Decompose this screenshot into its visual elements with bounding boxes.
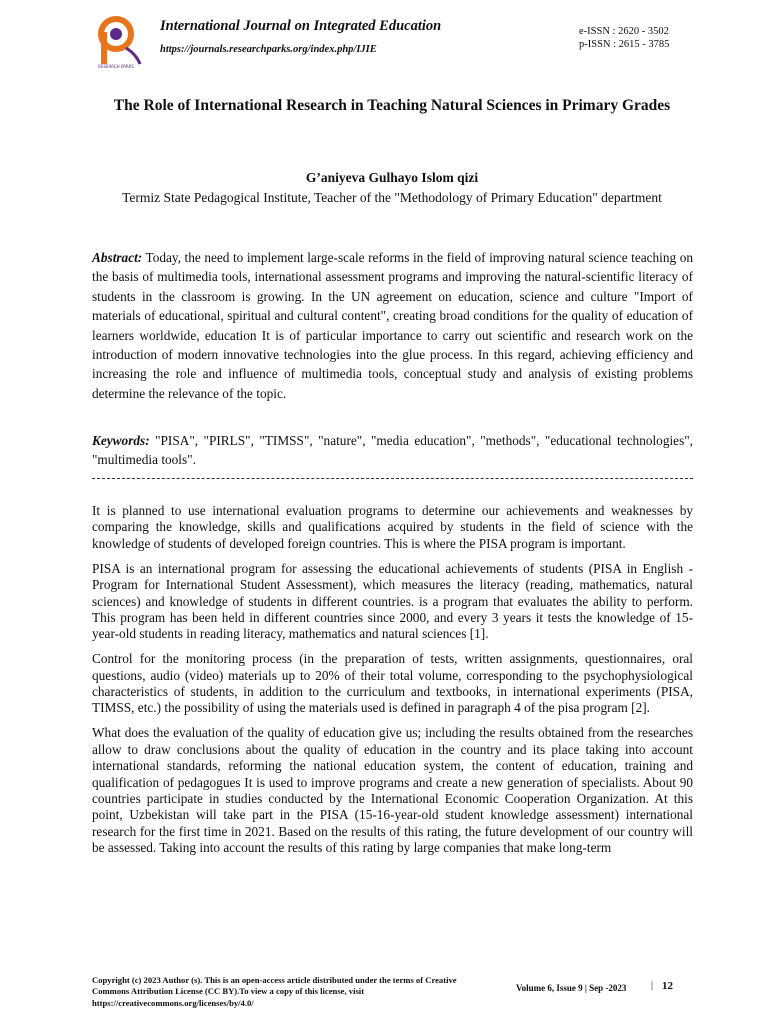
page-number: 12 — [662, 980, 673, 992]
keywords-label: Keywords: — [92, 433, 150, 448]
svg-text:RESEARCH PARKS: RESEARCH PARKS — [98, 64, 134, 69]
body-paragraph: PISA is an international program for assessing the educational achievements of students (PISA in English - Program for International Student Assessment), which measures the literacy (reading, mathematics, natural sciences) and knowledge of students in different countries. is a program that evaluates the ability to perform. This program has been held in different countries since 2000, and every 3 years it tests the knowledge of 15-year-old students in reading literacy, mathematics and natural sciences [1]. — [92, 560, 693, 642]
body-paragraph: It is planned to use international evaluation programs to determine our achievements and weaknesses by comparing the knowledge, skills and qualifications acquired by students in the field of science with the knowledge of students of developed foreign countries. This is where the PISA program is important. — [92, 503, 693, 551]
footer-separator: | — [651, 980, 654, 991]
journal-logo-icon — [96, 14, 144, 70]
article-title: The Role of International Research in Teaching Natural Sciences in Primary Grades — [113, 97, 671, 114]
body-paragraph: What does the evaluation of the quality of education give us; including the results obtained from the researches allow to draw conclusions about the quality of education in the country and its place taking into account international standards, reforming the national education system, the content of education, training and qualification of pedagogues It is used to improve programs and create a new generation of specialists. About 90 countries participate in studies conducted by the International Economic Cooperation Organization. At this point, Uzbekistan will take part in the PISA (15-16-year-old student knowledge assessment) international research for the first time in 2021. Based on the results of this rating, the future development of our country will be assessed. Taking into account the results of this rating by large companies that make long-term — [92, 725, 693, 856]
section-divider — [92, 478, 693, 479]
copyright-notice: Copyright (c) 2023 Author (s). This is an open-access article distributed under the terms of Creative Commons Attribution License (CC BY).To view a copy of this license, visit https://creativecommons.org/licenses/by/4.0/ — [92, 975, 457, 1008]
keywords-text: "PISA", "PIRLS", "TIMSS", "nature", "media education", "methods", "educational technologies", "multimedia tools". — [92, 433, 694, 468]
author-affiliation: Termiz State Pedagogical Institute, Teacher of the "Methodology of Primary Education" department — [122, 190, 662, 205]
journal-name: International Journal on Integrated Education — [160, 18, 442, 34]
author-name: G’aniyeva Gulhayo Islom qizi — [305, 170, 479, 185]
article-body — [92, 503, 693, 865]
journal-url[interactable]: https://journals.researchparks.org/index.php/IJIE — [160, 44, 377, 55]
body-paragraph: Control for the monitoring process (in the preparation of tests, written assignments, questionnaires, oral questions, audio (video) materials up to 20% of their total volume, corresponding to the psychophysiological characteristics of students, in addition to the curriculum and textbooks, in international experiments (PISA, TIMSS, etc.) the possibility of using the materials used is defined in paragraph 4 of the pisa program [2]. — [92, 651, 693, 716]
eissn: e-ISSN : 2620 - 3502 — [579, 26, 669, 37]
pissn: p-ISSN : 2615 - 3785 — [579, 39, 670, 50]
abstract-label: Abstract: — [92, 250, 143, 265]
volume-issue: Volume 6, Issue 9 | Sep -2023 — [516, 983, 627, 993]
abstract — [92, 248, 693, 403]
keywords — [92, 431, 693, 470]
abstract-text: Today, the need to implement large-scale reforms in the field of improving natural science teaching on the basis of multimedia tools, international assessment programs and improving the natural-scientific literacy of students in the classroom is growing. In the UN agreement on education, science and culture "Import of materials of educational, spiritual and cultural content", creating broad conditions for the quality of education of learners worldwide, education It is of particular importance to carry out scientific and research work on the introduction of modern innovative technologies into the glue process. In this regard, achieving efficiency and increasing the role and influence of multimedia tools, conceptual study and analysis of existing problems determine the relevance of the topic. — [92, 250, 693, 401]
issn-block — [579, 25, 669, 51]
